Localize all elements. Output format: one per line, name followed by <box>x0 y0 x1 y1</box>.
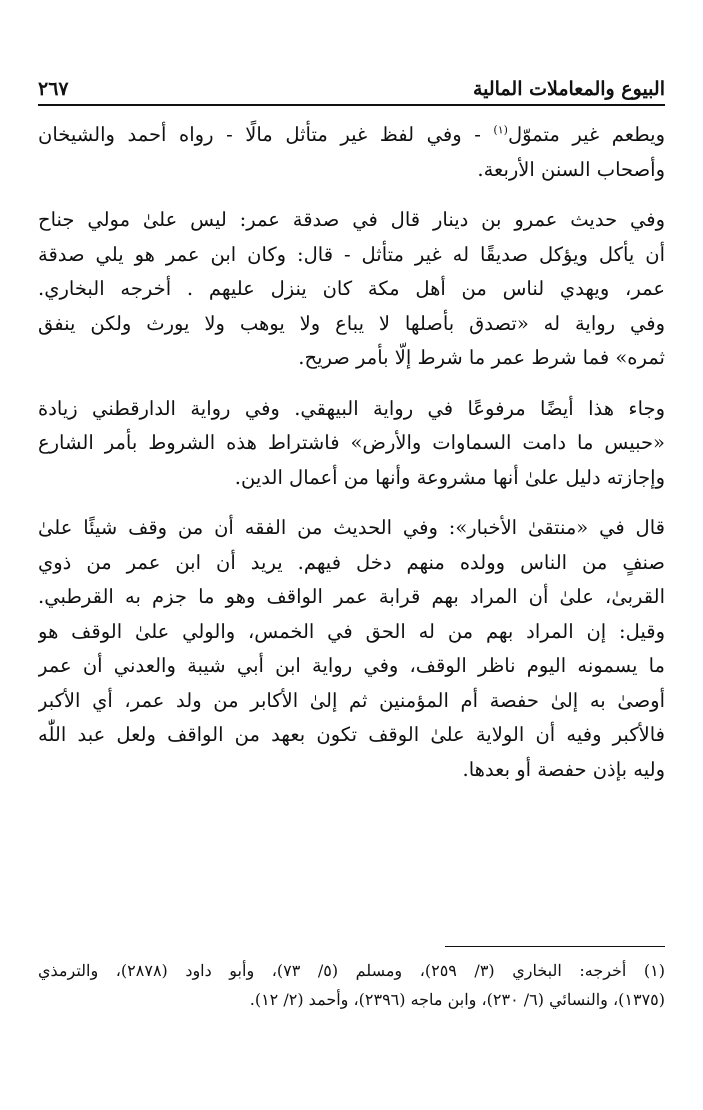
main-text <box>38 118 665 787</box>
running-header-title: البيوع والمعاملات المالية <box>472 78 665 100</box>
text-line: فالأكبر وفيه أن الولاية علىٰ الوقف تكون بعهد من الواقف ولعل عبد اللّٰه <box>38 723 665 746</box>
footnote-line: (١) أخرجه: البخاري (٣/ ٢٥٩)، ومسلم (٥/ ٧٣)، وأبو داود (٢٨٧٨)، والترمذي <box>38 961 665 980</box>
footnote-rule <box>445 946 665 947</box>
paragraph-2 <box>38 203 665 376</box>
text-line: وإجازته دليل علىٰ أنها مشروعة وأنها من أعمال الدين. <box>234 465 665 489</box>
text-line: وجاء هذا أيضًا مرفوعًا في رواية البيهقي. وفي رواية الدارقطني زيادة <box>38 396 665 420</box>
text-line: وفي حديث عمرو بن دينار قال في صدقة عمر: ليس علىٰ مولي جناح <box>38 208 665 231</box>
paragraph-gap <box>38 376 665 392</box>
text-line: قال في «منتقىٰ الأخبار»: وفي الحديث من الفقه أن من وقف شيئًا علىٰ <box>38 516 665 539</box>
text-line: وقيل: إن المراد بهم من له الحق في الخمس، والولي علىٰ الوقف هو <box>38 619 665 643</box>
text-line: وليه بإذن حفصة أو بعدها. <box>462 757 665 781</box>
footnote-reference: (١) <box>493 123 508 137</box>
text-line: عمر، ويهدي لناس من أهل مكة كان ينزل عليهم . أخرجه البخاري. <box>38 277 665 300</box>
text-line: ما يسمونه اليوم ناظر الوقف، وفي رواية ابن أبي شيبة والعدني أن عمر <box>38 654 665 677</box>
paragraph-3 <box>38 392 665 496</box>
paragraph-4 <box>38 511 665 787</box>
paragraph-gap <box>38 495 665 511</box>
text-line <box>38 118 665 153</box>
text-segment: - وفي لفظ غير متأثل مالًا - رواه أحمد والشيخان <box>38 123 494 146</box>
text-line: «حبيس ما دامت السماوات والأرض» فاشتراط هذه الشروط بأمر الشارع <box>38 431 665 454</box>
paragraph-1 <box>38 118 665 187</box>
header-rule <box>38 104 665 106</box>
footnote-line: (١٣٧٥)، والنسائي (٦/ ٢٣٠)، وابن ماجه (٢٣٩٦)، وأحمد (٢/ ١٢). <box>249 990 665 1009</box>
footnotes <box>38 956 665 1014</box>
text-line: صنفٍ من الناس وولده منهم دخل فيهم. يريد أن ابن عمر من ذوي <box>38 550 665 574</box>
page-number: ٢٦٧ <box>38 78 69 100</box>
text-line: أن يأكل ويؤكل صديقًا له غير متأثل - قال: وكان ابن عمر هو يلي صدقة <box>38 242 665 266</box>
running-header <box>38 62 665 100</box>
text-line: ثمره» فما شرط عمر ما شرط إلّا بأمر صريح. <box>298 346 665 369</box>
text-segment: ويطعم غير متموّل <box>507 123 665 146</box>
text-line: أوصىٰ به إلىٰ حفصة أم المؤمنين ثم إلىٰ الأكابر من ولد عمر، أي الأكبر <box>38 688 665 712</box>
text-line: وأصحاب السنن الأربعة. <box>477 157 665 181</box>
text-line: وفي رواية له «تصدق بأصلها لا يباع ولا يوهب ولا يورث ولكن ينفق <box>38 311 665 335</box>
text-line: القربىٰ، علىٰ أن المراد بهم قرابة عمر الواقف وهو ما جزم به القرطبي. <box>38 585 665 608</box>
paragraph-gap <box>38 187 665 203</box>
